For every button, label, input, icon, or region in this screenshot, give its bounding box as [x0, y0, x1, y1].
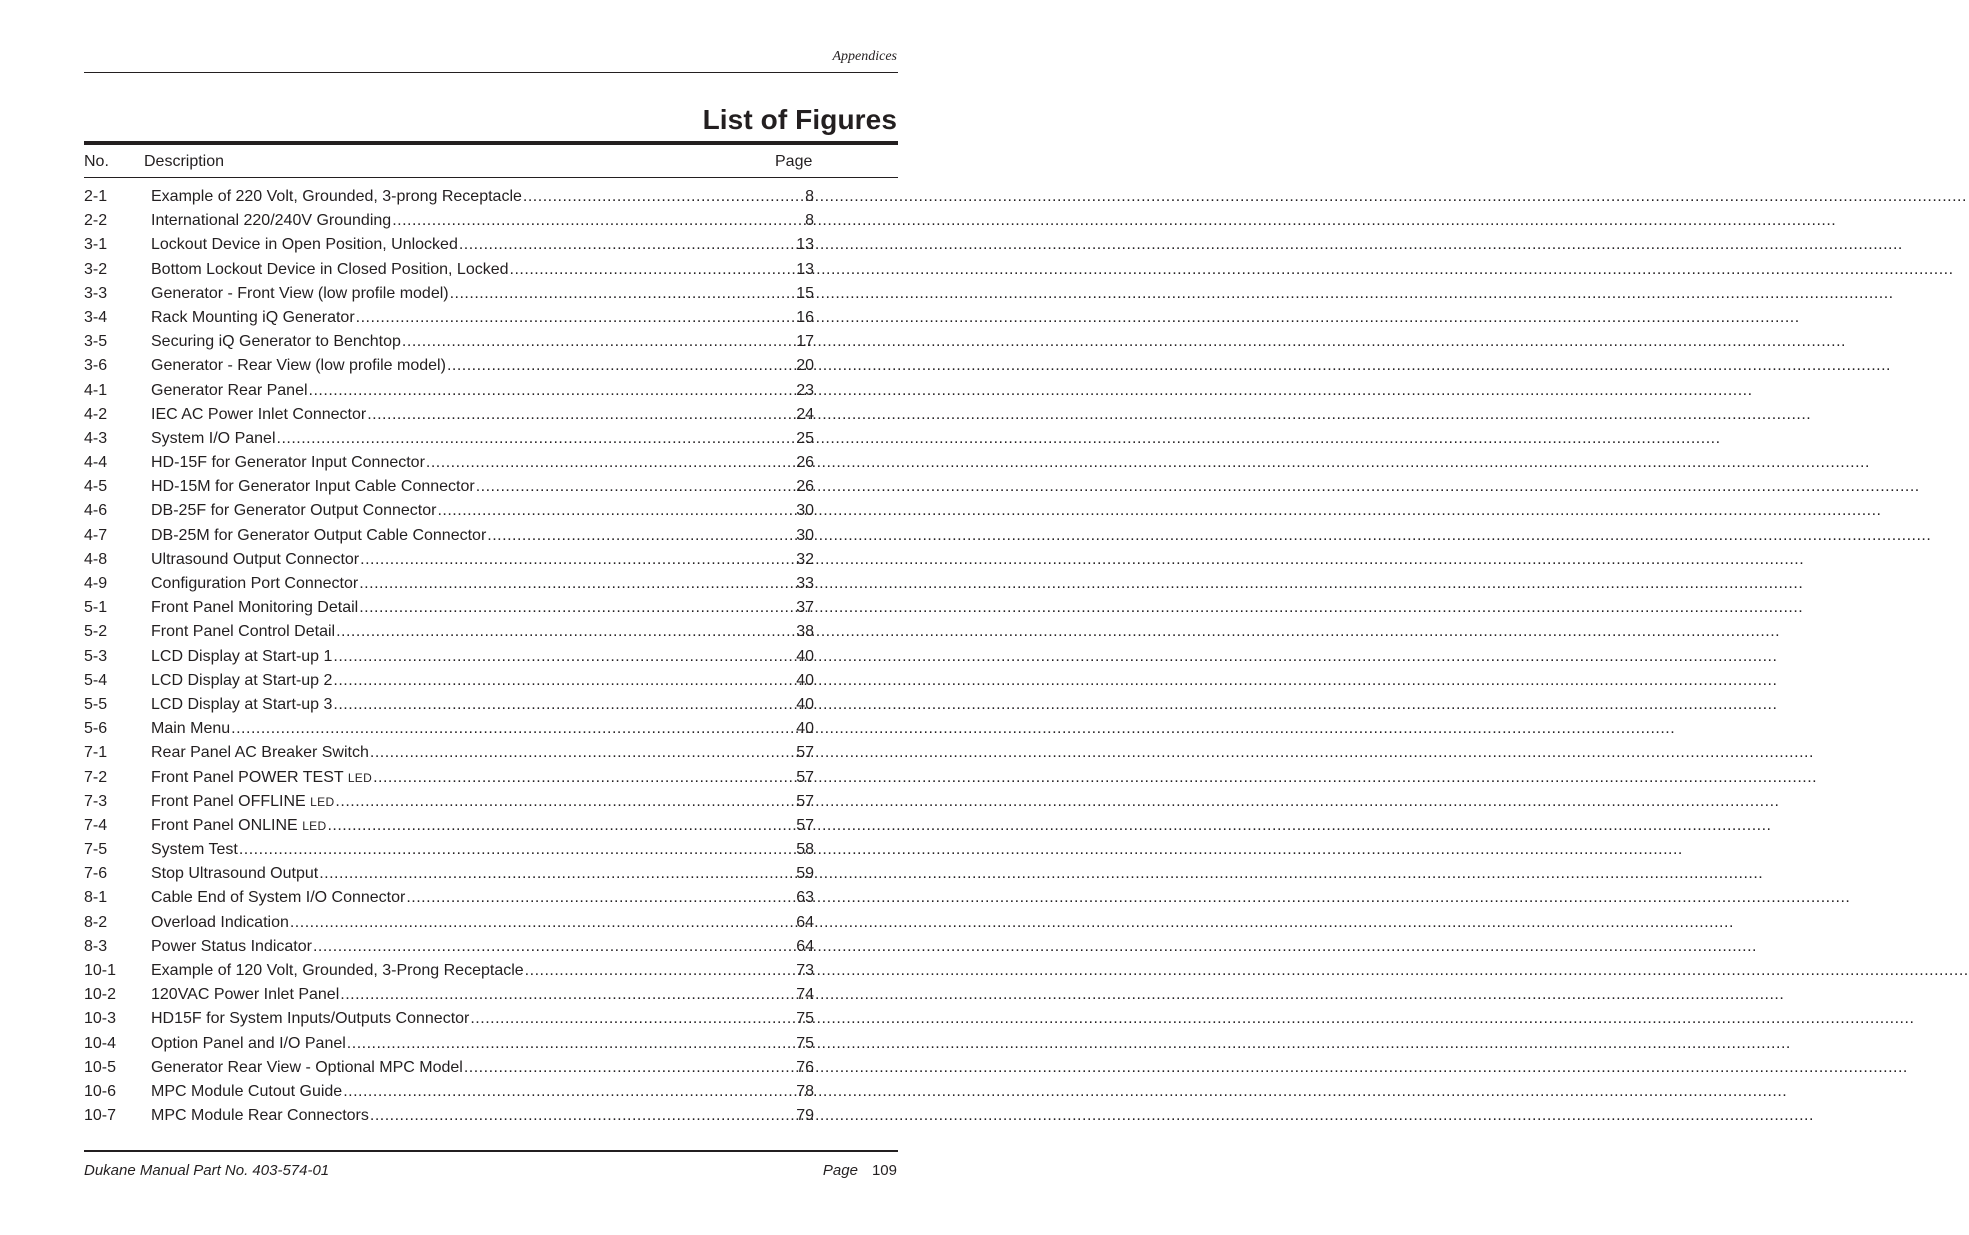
figure-description — [151, 380, 308, 402]
figure-description — [151, 1033, 346, 1055]
figure-row — [84, 694, 814, 718]
figure-page: 40 — [796, 671, 814, 689]
page-title: List of Figures — [702, 104, 897, 135]
figure-number: 10-4 — [84, 1034, 117, 1052]
dot-leader — [392, 210, 804, 232]
figure-description-text: 120VAC Power Inlet Panel — [151, 986, 340, 1004]
dot-leader — [319, 863, 795, 885]
figure-page: 76 — [796, 1058, 814, 1076]
figure-description — [151, 307, 355, 329]
figure-row — [84, 912, 814, 936]
figure-number: 4-9 — [84, 575, 108, 592]
figure-number: 10-2 — [84, 986, 117, 1004]
figure-number: 7-3 — [84, 792, 108, 810]
figure-description — [151, 863, 318, 885]
figure-description-suffix: LED — [347, 770, 373, 785]
figure-page: 8 — [805, 212, 814, 230]
figure-page: 15 — [796, 284, 814, 302]
figure-description-text: Front Panel Control Detail — [151, 623, 336, 641]
figure-description-text: Cable End of System I/O Connector — [151, 889, 406, 907]
figure-page: 23 — [796, 381, 814, 399]
figure-row — [84, 887, 814, 911]
column-header-description: Description — [144, 153, 225, 170]
figure-description-text: Bottom Lockout Device in Closed Position, Locked — [151, 260, 509, 278]
figure-row — [84, 767, 814, 791]
figure-description — [151, 984, 339, 1006]
figure-page: 32 — [796, 550, 814, 568]
dot-leader — [356, 307, 796, 329]
header-rule — [84, 72, 898, 73]
figure-row — [84, 259, 814, 283]
figure-number: 2-2 — [84, 212, 108, 230]
figure-page: 63 — [796, 889, 814, 907]
figure-page: 40 — [796, 647, 814, 665]
column-header-rule — [84, 177, 898, 178]
figure-description — [151, 960, 524, 982]
dot-leader — [450, 283, 796, 305]
figure-description-text: DB-25M for Generator Output Cable Connector — [151, 526, 487, 544]
figure-number: 4-2 — [84, 405, 108, 423]
figure-row — [84, 549, 814, 573]
dot-leader — [447, 355, 795, 377]
figure-description — [151, 234, 458, 256]
figure-row — [84, 815, 814, 839]
figure-number: 3-3 — [84, 284, 108, 302]
figure-description-text: MPC Module Cutout Guide — [151, 1082, 343, 1100]
figure-row — [84, 452, 814, 476]
figure-description — [151, 791, 334, 813]
figure-description — [151, 355, 446, 377]
figure-description-text: System Test — [151, 841, 238, 859]
figure-page: 26 — [796, 454, 814, 472]
figure-number: 5-6 — [84, 720, 108, 738]
figure-description — [151, 500, 436, 522]
figure-number: 7-6 — [84, 865, 108, 883]
figure-row — [84, 621, 814, 645]
dot-leader — [402, 331, 795, 353]
figure-row — [84, 476, 814, 500]
figure-row — [84, 718, 814, 742]
figure-description-text: Generator Rear Panel — [151, 381, 308, 399]
figure-row — [84, 670, 814, 694]
dot-leader — [367, 404, 795, 426]
figure-description-text: Front Panel POWER TEST — [151, 768, 344, 786]
figure-description — [151, 476, 475, 498]
figure-row — [84, 1033, 814, 1057]
figure-page: 79 — [796, 1107, 814, 1125]
figure-number: 4-5 — [84, 478, 108, 496]
figure-page: 40 — [796, 720, 814, 738]
figure-description-suffix: LED — [302, 818, 327, 833]
dot-leader — [340, 984, 795, 1006]
figure-description-text: LCD Display at Start-up 3 — [151, 695, 333, 713]
dot-leader — [290, 912, 795, 934]
figure-number: 3-2 — [84, 260, 108, 278]
figure-description-text: MPC Module Rear Connectors — [151, 1107, 369, 1125]
title-rule — [84, 141, 898, 145]
dot-leader — [313, 936, 795, 958]
figure-page: 75 — [796, 1010, 814, 1028]
figure-description-text: Front Panel OFFLINE — [151, 792, 306, 810]
dot-leader — [360, 549, 795, 571]
figure-page: 40 — [796, 695, 814, 713]
figure-number: 7-2 — [84, 768, 108, 786]
figure-number: 4-4 — [84, 454, 108, 472]
figure-number: 3-4 — [84, 308, 108, 326]
figure-row — [84, 1008, 814, 1032]
dot-leader — [437, 500, 795, 522]
figure-page: 64 — [796, 937, 814, 955]
figure-number: 4-3 — [84, 429, 108, 447]
figure-description-text: DB-25F for Generator Output Connector — [151, 502, 437, 520]
dot-leader — [347, 1033, 795, 1055]
figure-number: 3-1 — [84, 236, 108, 254]
figure-number: 4-6 — [84, 502, 108, 520]
dot-leader — [359, 597, 795, 619]
figure-page: 64 — [796, 913, 814, 931]
dot-leader — [333, 694, 795, 716]
figure-description — [151, 186, 522, 208]
dot-leader — [426, 452, 795, 474]
dot-leader — [487, 525, 795, 547]
figure-number: 4-7 — [84, 526, 108, 544]
figure-description-text: LCD Display at Start-up 1 — [151, 647, 333, 665]
figure-description-text: Lockout Device in Open Position, Unlocked — [151, 236, 458, 254]
figure-page: 33 — [796, 575, 814, 592]
figure-description — [151, 936, 312, 958]
figure-description-text: Generator Rear View - Optional MPC Model — [151, 1058, 463, 1076]
figure-number: 7-1 — [84, 744, 108, 762]
dot-leader — [459, 234, 795, 256]
figure-page: 38 — [796, 623, 814, 641]
footer-part-number: Dukane Manual Part No. 403-574-01 — [84, 1162, 330, 1179]
footer-rule — [84, 1150, 898, 1152]
figure-description — [151, 549, 359, 571]
figure-description — [151, 1081, 342, 1103]
figure-description-text: Overload Indication — [151, 913, 289, 931]
figure-number: 2-1 — [84, 188, 108, 205]
dot-leader — [373, 767, 795, 789]
figure-description — [151, 815, 326, 837]
figure-description — [151, 452, 425, 474]
dot-leader — [476, 476, 795, 498]
dot-leader — [335, 791, 795, 813]
figure-page: 16 — [796, 308, 814, 326]
figure-page: 37 — [796, 599, 814, 617]
figure-page: 57 — [796, 768, 814, 786]
dot-leader — [343, 1081, 795, 1103]
figure-row — [84, 791, 814, 815]
figure-description — [151, 331, 401, 353]
figure-page: 75 — [796, 1034, 814, 1052]
figure-number: 4-1 — [84, 381, 108, 399]
figure-page: 25 — [796, 429, 814, 447]
figure-description — [151, 573, 358, 595]
figure-description-text: Front Panel Monitoring Detail — [151, 599, 359, 617]
figure-page: 59 — [796, 865, 814, 883]
figure-description-text: Power Status Indicator — [151, 937, 312, 955]
figure-description-text: LCD Display at Start-up 2 — [151, 671, 333, 689]
figure-page: 58 — [796, 841, 814, 859]
figure-row — [84, 234, 814, 258]
footer-page — [823, 1162, 897, 1179]
figure-page: 73 — [796, 962, 814, 979]
figure-number: 7-4 — [84, 816, 108, 834]
figure-row — [84, 307, 814, 331]
figure-row — [84, 428, 814, 452]
figure-number: 5-5 — [84, 695, 108, 713]
figure-row — [84, 597, 814, 621]
figure-number: 10-7 — [84, 1107, 117, 1125]
figure-description — [151, 283, 449, 305]
figure-page: 20 — [796, 357, 814, 375]
figure-row — [84, 1105, 814, 1129]
figure-description-text: Example of 120 Volt, Grounded, 3-Prong Receptacle — [151, 962, 524, 979]
figure-row — [84, 210, 814, 234]
figure-row — [84, 186, 814, 210]
figure-description-text: Front Panel ONLINE — [151, 816, 298, 834]
dot-leader — [510, 259, 796, 281]
figure-description — [151, 1057, 463, 1079]
figure-number: 8-3 — [84, 937, 108, 955]
figure-description — [151, 621, 335, 643]
figure-page: 30 — [796, 502, 814, 520]
dot-leader — [525, 960, 796, 982]
figure-description — [151, 839, 238, 861]
figure-number: 5-4 — [84, 671, 108, 689]
figure-page: 26 — [796, 478, 814, 496]
figure-description — [151, 525, 486, 547]
figure-row — [84, 863, 814, 887]
dot-leader — [370, 742, 795, 764]
dot-leader — [277, 428, 796, 450]
figure-description — [151, 718, 230, 740]
figure-page: 57 — [796, 744, 814, 762]
dot-leader — [231, 718, 795, 740]
figure-description-text: International 220/240V Grounding — [151, 212, 392, 230]
figure-list — [84, 186, 814, 1129]
figure-row — [84, 355, 814, 379]
figure-description — [151, 670, 332, 692]
figure-number: 8-2 — [84, 913, 108, 931]
figure-description-text: HD-15M for Generator Input Cable Connector — [151, 478, 475, 496]
footer-page-number: 109 — [871, 1162, 897, 1179]
figure-page: 78 — [796, 1082, 814, 1100]
figure-page: 24 — [796, 405, 814, 423]
dot-leader — [336, 621, 795, 643]
figure-row — [84, 839, 814, 863]
figure-page: 8 — [805, 188, 814, 205]
figure-description-text: Generator - Rear View (low profile model) — [151, 357, 446, 375]
dot-leader — [239, 839, 795, 861]
figure-row — [84, 1081, 814, 1105]
dot-leader — [523, 186, 804, 208]
running-header: Appendices — [832, 49, 897, 64]
figure-description-text: Main Menu — [151, 720, 231, 738]
figure-page: 30 — [796, 526, 814, 544]
figure-row — [84, 646, 814, 670]
figure-description — [151, 646, 332, 668]
figure-number: 7-5 — [84, 841, 108, 859]
figure-description-text: Rack Mounting iQ Generator — [151, 308, 355, 326]
figure-description-text: Example of 220 Volt, Grounded, 3-prong Receptacle — [151, 188, 522, 205]
figure-description — [151, 210, 391, 232]
figure-description — [151, 597, 358, 619]
figure-number: 5-1 — [84, 599, 108, 617]
figure-row — [84, 573, 814, 597]
figure-page: 57 — [796, 816, 814, 834]
figure-number: 4-8 — [84, 550, 108, 568]
figure-number: 5-3 — [84, 647, 108, 665]
figure-number: 3-6 — [84, 357, 108, 375]
figure-row — [84, 984, 814, 1008]
dot-leader — [333, 646, 795, 668]
dot-leader — [327, 815, 795, 837]
figure-page: 17 — [796, 333, 814, 351]
figure-description-text: Securing iQ Generator to Benchtop — [151, 333, 401, 351]
figure-number: 10-6 — [84, 1082, 117, 1100]
figure-description — [151, 1105, 369, 1127]
figure-row — [84, 380, 814, 404]
figure-row — [84, 1057, 814, 1081]
figure-row — [84, 936, 814, 960]
figure-row — [84, 500, 814, 524]
figure-number: 8-1 — [84, 889, 108, 907]
figure-row — [84, 742, 814, 766]
figure-description-text: Ultrasound Output Connector — [151, 550, 360, 568]
figure-description — [151, 887, 405, 909]
figure-page: 13 — [796, 260, 814, 278]
figure-description-text: IEC AC Power Inlet Connector — [151, 405, 367, 423]
figure-description — [151, 767, 372, 789]
figure-number: 10-5 — [84, 1058, 117, 1076]
figure-description-text: Configuration Port Connector — [151, 575, 359, 592]
dot-leader — [359, 573, 795, 595]
figure-description-suffix: LED — [310, 794, 335, 809]
figure-page: 74 — [796, 986, 814, 1004]
figure-page: 57 — [796, 792, 814, 810]
figure-description — [151, 428, 276, 450]
figure-description-text: Rear Panel AC Breaker Switch — [151, 744, 369, 762]
figure-description — [151, 404, 366, 426]
dot-leader — [370, 1105, 795, 1127]
figure-row — [84, 525, 814, 549]
figure-number: 3-5 — [84, 333, 108, 351]
figure-row — [84, 283, 814, 307]
dot-leader — [470, 1008, 795, 1030]
figure-row — [84, 960, 814, 984]
figure-description — [151, 259, 509, 281]
figure-description — [151, 912, 289, 934]
figure-description-text: HD15F for System Inputs/Outputs Connector — [151, 1010, 470, 1028]
figure-description-text: System I/O Panel — [151, 429, 276, 447]
column-header-no: No. — [84, 153, 109, 170]
column-header-page: Page — [775, 153, 813, 170]
dot-leader — [406, 887, 795, 909]
figure-description — [151, 694, 332, 716]
figure-number: 5-2 — [84, 623, 108, 641]
figure-description-text: Stop Ultrasound Output — [151, 865, 319, 883]
figure-page: 13 — [796, 236, 814, 254]
figure-description-text: HD-15F for Generator Input Connector — [151, 454, 425, 472]
figure-number: 10-1 — [84, 962, 117, 979]
figure-description-text: Option Panel and I/O Panel — [151, 1034, 346, 1052]
figure-description — [151, 1008, 469, 1030]
footer-page-label: Page — [822, 1162, 858, 1179]
figure-description — [151, 742, 369, 764]
dot-leader — [464, 1057, 795, 1079]
dot-leader — [333, 670, 795, 692]
figure-row — [84, 404, 814, 428]
figure-row — [84, 331, 814, 355]
figure-number: 10-3 — [84, 1010, 117, 1028]
figure-description-text: Generator - Front View (low profile model) — [151, 284, 449, 302]
dot-leader — [309, 380, 796, 402]
